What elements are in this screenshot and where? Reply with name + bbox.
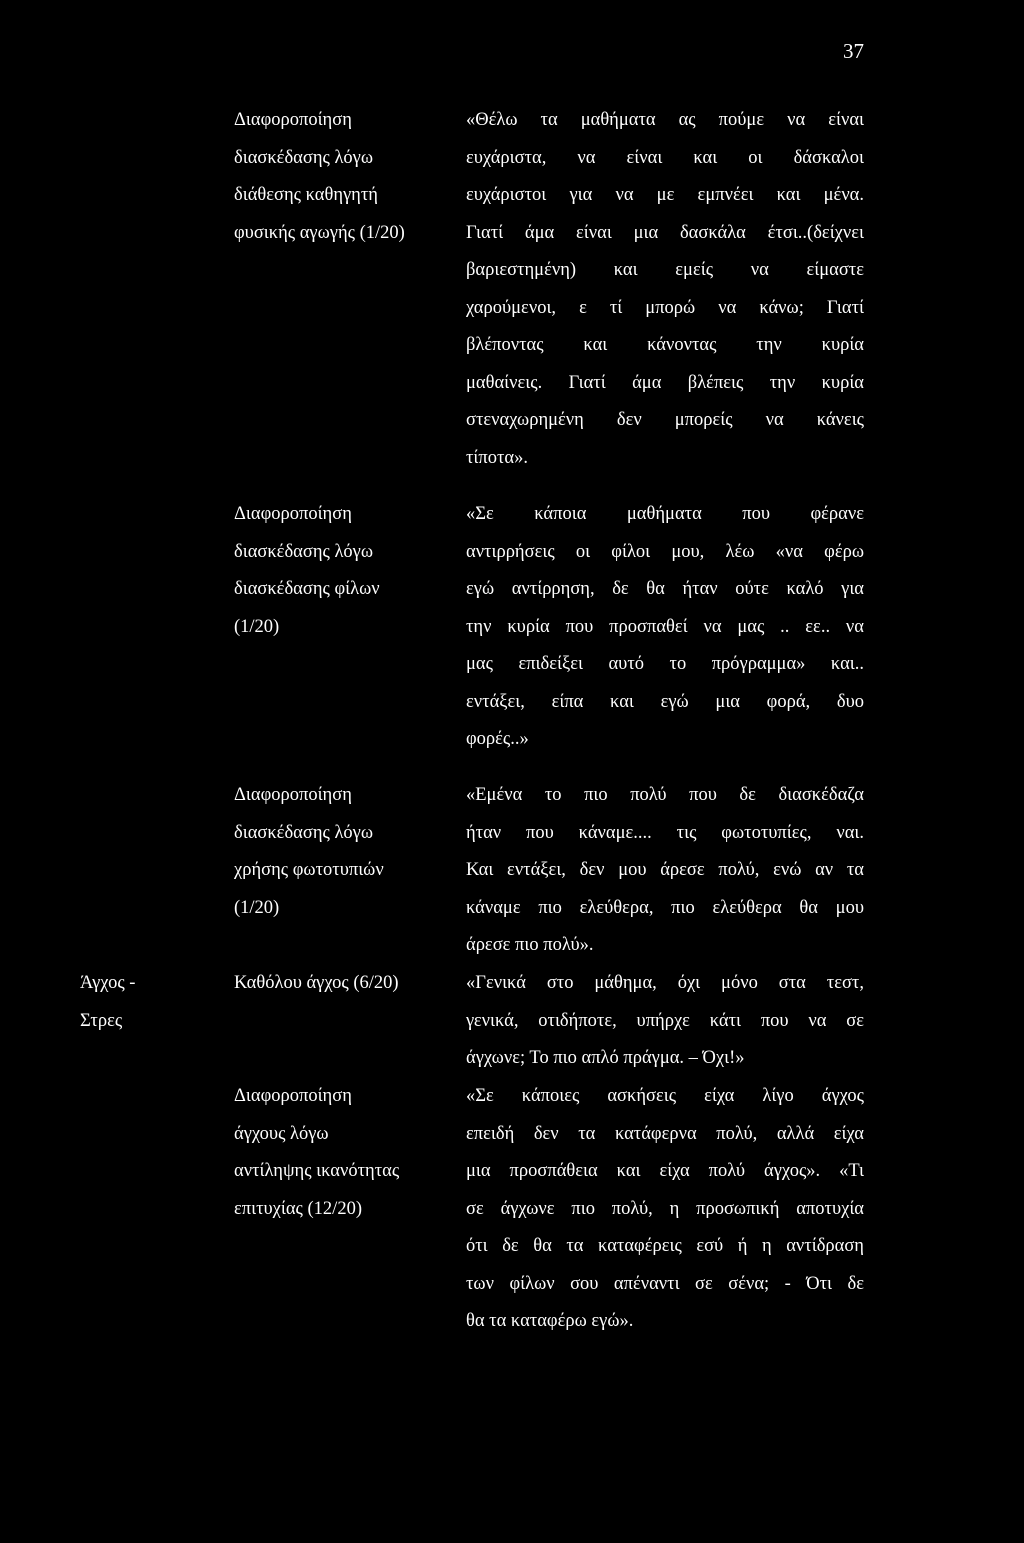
quote-line: εγώ αντίρρηση, δε θα ήταν ούτε καλό για [466,579,864,599]
quote-line: γενικά, οτιδήποτε, υπήρχε κάτι που να σε [466,1010,864,1031]
subcategory-line: χρήσης φωτοτυπιών [234,860,384,880]
subcategory-line: (1/20) [234,616,280,637]
quote-line: Γιατί άμα είναι μια δασκάλα έτσι..(δείχνει [466,222,864,243]
quote-line: την κυρία που προσπαθεί να μας .. εε.. να [466,616,864,637]
quote-line: επειδή δεν τα κατάφερνα πολύ, αλλά είχα [466,1123,864,1144]
subcategory-line: διάθεσης καθηγητή [234,185,378,205]
subcategory-line: διασκέδασης λόγω [234,822,374,843]
subcategory-line: (1/20) [234,897,280,918]
quote-line: άγχωνε; Το πιο απλό πράγμα. – Όχι!» [466,1048,745,1068]
quote-line: «Θέλω τα μαθήματα ας πούμε να είναι [466,110,864,130]
quote-line: άρεσε πιο πολύ». [466,935,594,955]
subcategory-line: διασκέδασης φίλων [234,579,380,599]
quote-cell [466,965,864,1078]
subcategory-line: διασκέδασης λόγω [234,147,374,168]
subcategory-line: άγχους λόγω [234,1123,329,1144]
category-line: Στρες [80,1010,123,1031]
quote-line: ευχάριστοι για να με εμπνέει και μένα. [466,185,864,205]
subcategory-cell [234,1078,449,1228]
subcategory-line: φυσικής αγωγής (1/20) [234,222,405,243]
quote-line: «Σε κάποια μαθήματα που φέρανε [466,504,864,524]
quote-line: σε άγχωνε πιο πολύ, η προσωπική αποτυχία [466,1198,864,1219]
quote-line: μια προσπάθεια και είχα πολύ άγχος». «Τι [466,1161,864,1181]
quote-line: φορές..» [466,729,529,749]
quote-line: βαριεστημένη) και εμείς να είμαστε [466,260,864,280]
subcategory-line: επιτυχίας (12/20) [234,1198,362,1219]
quote-line: «Γενικά στο μάθημα, όχι μόνο στα τεστ, [466,973,864,993]
quote-line: βλέποντας και κάνοντας την κυρία [466,335,864,355]
quote-cell [466,777,864,965]
quote-line: των φίλων σου απέναντι σε σένα; - Ότι δε [466,1273,864,1294]
subcategory-cell [234,102,449,252]
quote-line: αντιρρήσεις οι φίλοι μου, λέω «να φέρω [466,541,864,562]
subcategory-cell [234,965,449,1003]
quote-line: κάναμε πιο ελεύθερα, πιο ελεύθερα θα μου [466,897,864,918]
subcategory-line: Διαφοροποίηση [234,504,352,524]
quote-line: ευχάριστα, να είναι και οι δάσκαλοι [466,147,864,168]
category-cell [80,965,190,1040]
quote-line: στεναχωρημένη δεν μπορείς να κάνεις [466,410,864,430]
quote-line: θα τα καταφέρω εγώ». [466,1311,634,1331]
subcategory-cell [234,496,449,646]
quote-line: εντάξει, είπα και εγώ μια φορά, δυο [466,691,864,712]
quote-line: «Εμένα το πιο πολύ που δε διασκέδαζα [466,785,864,805]
subcategory-line: Διαφοροποίηση [234,110,352,130]
subcategory-line: Διαφοροποίηση [234,1086,352,1106]
subcategory-line: Διαφοροποίηση [234,785,352,805]
category-line: Άγχος - [80,973,136,993]
quote-line: Και εντάξει, δεν μου άρεσε πολύ, ενώ αν τα [466,860,864,880]
subcategory-line: διασκέδασης λόγω [234,541,374,562]
quote-line: ότι δε θα τα καταφέρεις εσύ ή η αντίδραση [466,1236,864,1256]
quote-cell [466,102,864,477]
subcategory-line: Καθόλου άγχος (6/20) [234,973,399,993]
quote-line: μαθαίνεις. Γιατί άμα βλέπεις την κυρία [466,372,864,393]
quote-cell [466,1078,864,1341]
quote-cell [466,496,864,759]
quote-line: «Σε κάποιες ασκήσεις είχα λίγο άγχος [466,1086,864,1106]
subcategory-line: αντίληψης ικανότητας [234,1161,400,1181]
quote-line: μας επιδείξει αυτό το πρόγραμμα» και.. [466,654,864,674]
page-number: 37 [843,39,864,63]
quote-line: χαρούμενοι, ε τί μπορώ να κάνω; Γιατί [466,297,864,318]
quote-line: τίποτα». [466,447,529,468]
subcategory-cell [234,777,449,927]
quote-line: ήταν που κάναμε.... τις φωτοτυπίες, ναι. [466,822,864,843]
